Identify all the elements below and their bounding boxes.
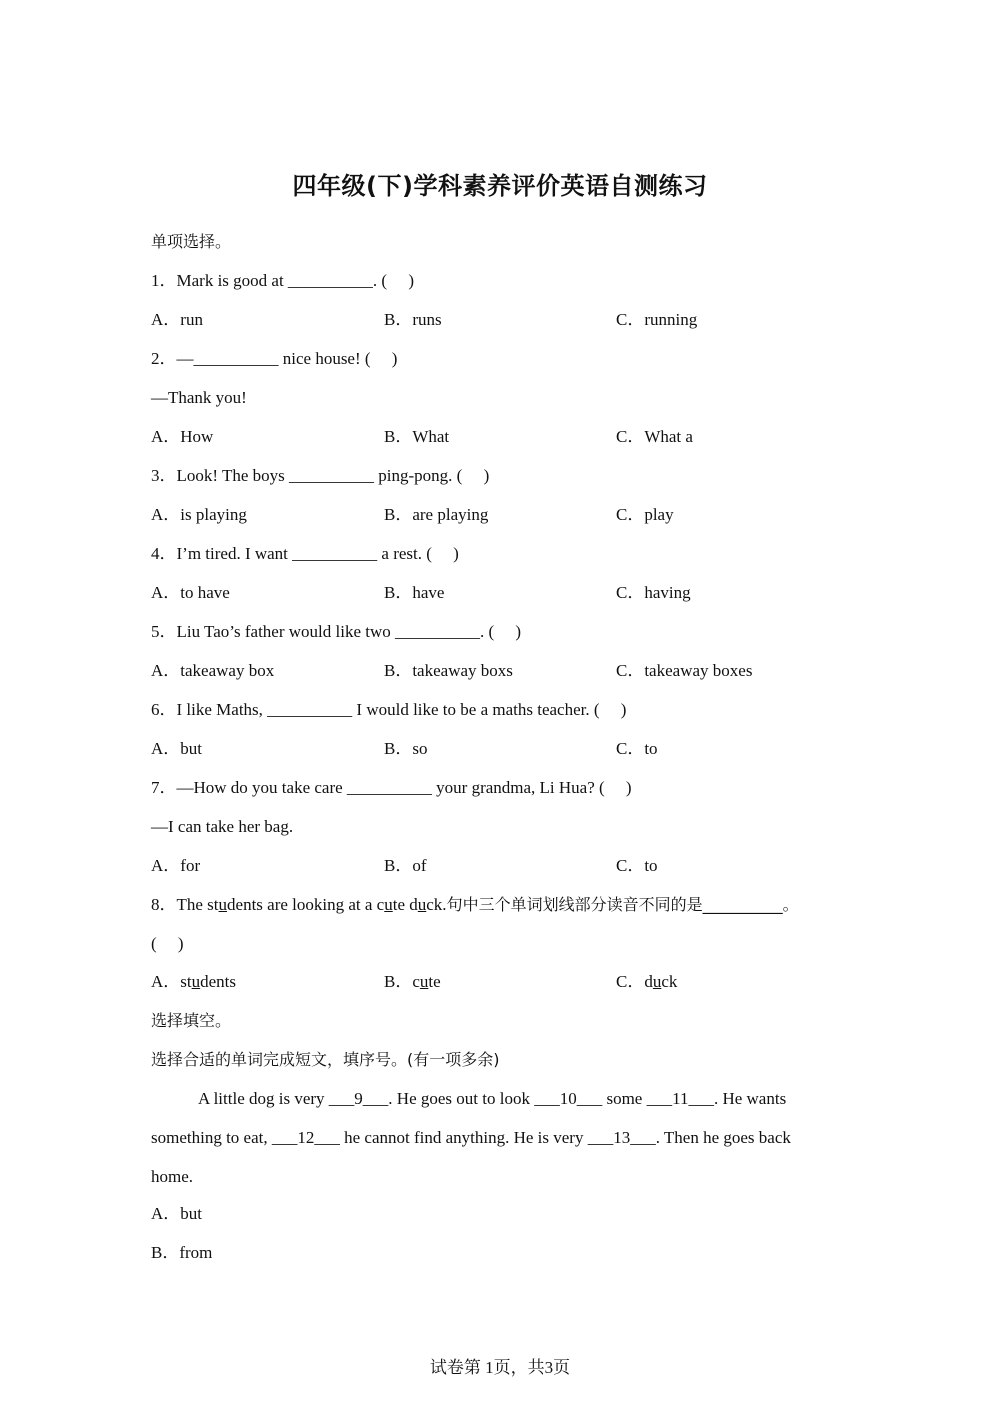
q2-option-c: C．What a [616, 427, 693, 446]
q5-option-a: A．takeaway box [151, 661, 275, 680]
q4-option-b: B．have [384, 583, 445, 602]
passage-line-1: A little dog is very ___9___. He goes out to look ___10___ some ___11___. He wants [198, 1089, 787, 1108]
q3-option-c: C．play [616, 505, 674, 524]
question-2: 2．—__________ nice house! ( ) [151, 349, 398, 368]
q2-option-b: B．What [384, 427, 450, 446]
q6-option-a: A．but [151, 739, 202, 758]
passage-line-2: something to eat, ___12___ he cannot find anything. He is very ___13___. Then he goes back [151, 1128, 791, 1147]
underlined-letter: u [417, 895, 427, 914]
q7-option-c: C．to [616, 856, 658, 875]
q3-option-b: B．are playing [384, 505, 489, 524]
question-6: 6．I like Maths, __________ I would like to be a maths teacher. ( ) [151, 700, 627, 719]
section-instruction: 选择合适的单词完成短文，填序号。(有一项多余) [151, 1050, 500, 1069]
word-choice-a: A．but [151, 1204, 202, 1223]
question-8-answer-paren: ( ) [151, 934, 184, 953]
word-choice-b: B．from [151, 1243, 213, 1262]
q6-option-c: C．to [616, 739, 658, 758]
question-1: 1．Mark is good at __________. ( ) [151, 271, 415, 290]
q1-option-b: B．runs [384, 310, 442, 329]
q6-option-b: B．so [384, 739, 428, 758]
question-2-reply: —Thank you! [151, 388, 247, 407]
q1-option-c: C．running [616, 310, 698, 329]
q8-option-a: A．students [151, 972, 237, 991]
question-8: 8．The students are looking at a cute duck.句中三个单词划线部分读音不同的是__________。 [151, 895, 799, 914]
q1-option-a: A．run [151, 310, 203, 329]
q8-option-b: B．cute [384, 972, 441, 991]
q5-option-b: B．takeaway boxs [384, 661, 513, 680]
section-heading-fill-in: 选择填空。 [151, 1011, 232, 1030]
q5-option-c: C．takeaway boxes [616, 661, 753, 680]
q7-option-a: A．for [151, 856, 201, 875]
q2-option-a: A．How [151, 427, 214, 446]
q3-option-a: A．is playing [151, 505, 247, 524]
question-4: 4．I’m tired. I want __________ a rest. ( ) [151, 544, 459, 563]
page-title: 四年级(下)学科素养评价英语自测练习 [292, 172, 708, 200]
question-7: 7．—How do you take care __________ your grandma, Li Hua? ( ) [151, 778, 632, 797]
underlined-letter: u [218, 895, 228, 914]
section-heading-single-choice: 单项选择。 [151, 232, 232, 251]
q4-option-a: A．to have [151, 583, 230, 602]
q7-option-b: B．of [384, 856, 427, 875]
underlined-letter: u [384, 895, 393, 914]
q8-option-c: C．duck [616, 972, 678, 991]
question-7-reply: —I can take her bag. [151, 817, 294, 836]
question-5: 5．Liu Tao’s father would like two __________. ( ) [151, 622, 522, 641]
page-footer: 试卷第 1页，共3页 [429, 1358, 571, 1377]
question-3: 3．Look! The boys __________ ping-pong. ( ) [151, 466, 490, 485]
passage-line-3: home. [151, 1167, 194, 1186]
q4-option-c: C．having [616, 583, 691, 602]
